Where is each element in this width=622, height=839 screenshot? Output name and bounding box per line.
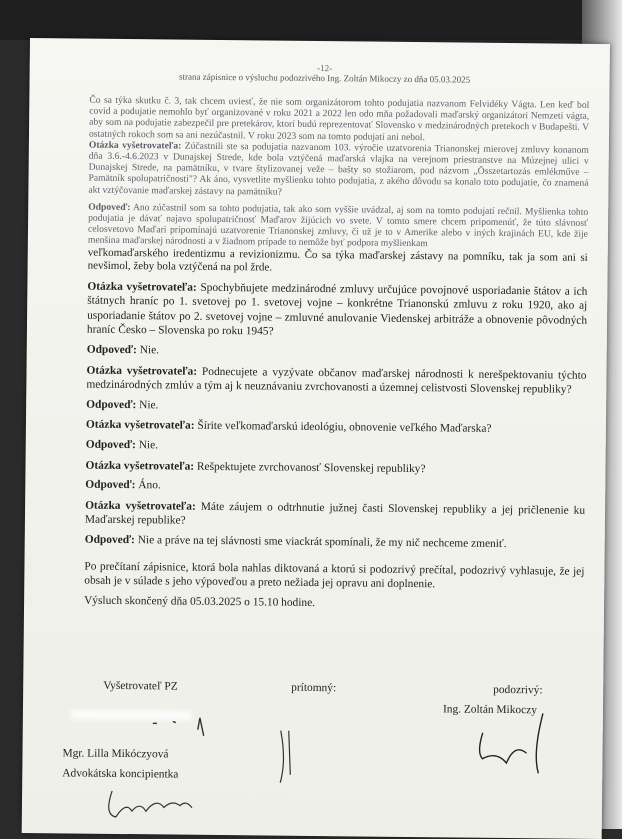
answer-text: Nie. <box>139 398 159 412</box>
answer-label: Odpoveď: <box>84 533 135 547</box>
question-label: Otázka vyšetrovateľa: <box>85 418 195 433</box>
question-text: Rešpektujete zvrchovanosť Slovenskej republiky? <box>196 460 426 475</box>
question-text: Spochybňujete medzinárodné zmluvy určujúce povojnové usporiadanie štátov a ich štátnych hraníc po 1. svetovej po 1. svetovej vojne – konkrétne Trianonskú zmluvu z roku 1920, ako aj usporiadanie štátov po 2. svetovej vojne – zmluvné anulovanie Viedenskej arbitráže a obnovenie pôvodných hraníc Česko – Slovenska po roku 1945? <box>86 281 588 338</box>
question-text: Zúčastnili ste sa podujatia nazvanom 103. výročie uzatvorenia Trianonskej mierovej zmluvy konanom dňa 3.6.-4.6.2023 v Dunajskej Strede, kde bola vztýčená maďarská vlajka na verejnom priestranstve na Múzejnej ulici v Dunajskej Strede, na pamätníku, v tvare štylizovanej veže – bašty so stožiarom, pod názvom „Összetartozás emlékműve – Pamätník spolupatričnosti"? Ak áno, vysvetlite myšlienku tohto podujatia, z akého dôvodu sa konalo toto podujatie, čo znamená akt vztýčovanie maďarskej zástavy na pamätníku? <box>88 140 589 198</box>
suspect-name: Ing. Zoltán Mikoczy <box>442 703 538 717</box>
interrogation-end: Výsluch skončený dňa 05.03.2025 o 15.10 hodine. <box>84 594 316 609</box>
investigator-signature <box>153 717 204 736</box>
answer-label: Odpoveď: <box>86 398 137 411</box>
question-label: Otázka vyšetrovateľa: <box>87 280 197 294</box>
handwritten-signatures <box>22 38 610 839</box>
suspect-label: podozrivý: <box>493 683 543 697</box>
question-label: Otázka vyšetrovateľa: <box>85 499 196 513</box>
answer-label: Odpoveď: <box>88 201 131 213</box>
question-label: Otázka vyšetrovateľa: <box>86 364 198 378</box>
lawyer-title: Advokátska koncipientka <box>62 767 179 781</box>
document-page <box>22 38 610 839</box>
dark-background-top <box>0 0 622 40</box>
lawyer-signature <box>109 791 192 818</box>
present-label: prítomný: <box>291 681 337 695</box>
suspect-signature <box>479 713 543 774</box>
page-number: -12- <box>317 63 333 74</box>
answer-text-faint: Ano zúčastnil som sa tohto podujatia, tak ako som vyššie uvádzal, aj som na tomto podujatí rečnil. Myšlienka tohto podujatia je dávať najavo spolupatričnosť Maďarov žijúcich vo svete. V tomto smere chcem pripomenúť, že túto slávnosť celosvetovo Maďari pripomínajú uzatvorenie Trianonskej zmluvy, či už je to v Amerike alebo v iných krajinách EU, kde žije menšina maďarskej národnosti a v žiadnom prípade to nemôže byť podpora myšlienkam <box>87 201 589 250</box>
page-title: strana zápisnice o výsluchu podozrivého Ing. Zoltán Mikoczy zo dňa 05.03.2025 <box>178 71 471 85</box>
answer-text: Nie a práve na tej slávnosti sme viackrát spomínali, že my nič nechceme zmeniť. <box>137 534 507 550</box>
answer-text-dark: veľkomaďarského iredentizmu a revizionizmu. Čo sa týka maďarskej zástavy na pomníku, tak ja som ani si nevšimol, žeby bola vztýčená na pol žrde. <box>87 246 588 274</box>
answer-label: Odpoveď: <box>85 478 136 492</box>
question-label: Otázka vyšetrovateľa: <box>85 459 195 473</box>
answer-intro: Čo sa týka skutku č. 3, tak chcem uviesť, že nie som organizátorom tohto podujatia nazvanom Felvidéky Vágta. Len keď bol covid a podujatie nemohlo byť organizované v roku 2021 a 2022 len odo mňa požadovali maďarský organizátori Nemzeti vágta, aby som na podujatie zabezpečil pre pretekárov, ktorí budú reprezentovať Slovensko v medzinárodných pretekoch v Budapešti. V ostatných rokoch som sa ani nezúčastnil. V roku 2023 som na tomto podujatí ani nebol. <box>88 94 590 143</box>
answer-text: Nie. <box>139 344 160 357</box>
closing-statement: Po prečítaní zápisnice, ktorá bola nahlas diktovaná a ktorú si podozrivý prečítal, podozrivý vyhlasuje, že jej obsah je v súlade s jeho výpoveďou a preto nežiada jej opravu ani doplnenie. <box>84 560 585 591</box>
question-text: Máte záujem o odtrhnutie južnej časti Slovenskej republiky a jej pričlenenie ku Maďarskej republike? <box>84 500 586 528</box>
lawyer-name: Mgr. Lilla Mikóczyová <box>62 747 169 761</box>
investigator-label: Vyšetrovateľ PZ <box>103 679 178 693</box>
answer-text: Áno. <box>138 479 161 492</box>
present-signature <box>280 731 291 783</box>
answer-label: Odpoveď: <box>85 438 136 452</box>
answer-label: Odpoveď: <box>86 343 137 357</box>
question-text: Šírite veľkomaďarskú ideológiu, obnovenie veľkého Maďarska? <box>197 420 492 436</box>
question-text: Podnecujete a vyzývate občanov maďarskej národnosti k nerešpektovaniu týchto medzinárodných zmlúv a tým aj k neuznávaniu zvrchovanosti a územnej celistvosti Slovenskej republiky? <box>86 365 587 396</box>
question-label: Otázka vyšetrovateľa: <box>88 139 182 152</box>
answer-text: Nie. <box>138 439 159 452</box>
